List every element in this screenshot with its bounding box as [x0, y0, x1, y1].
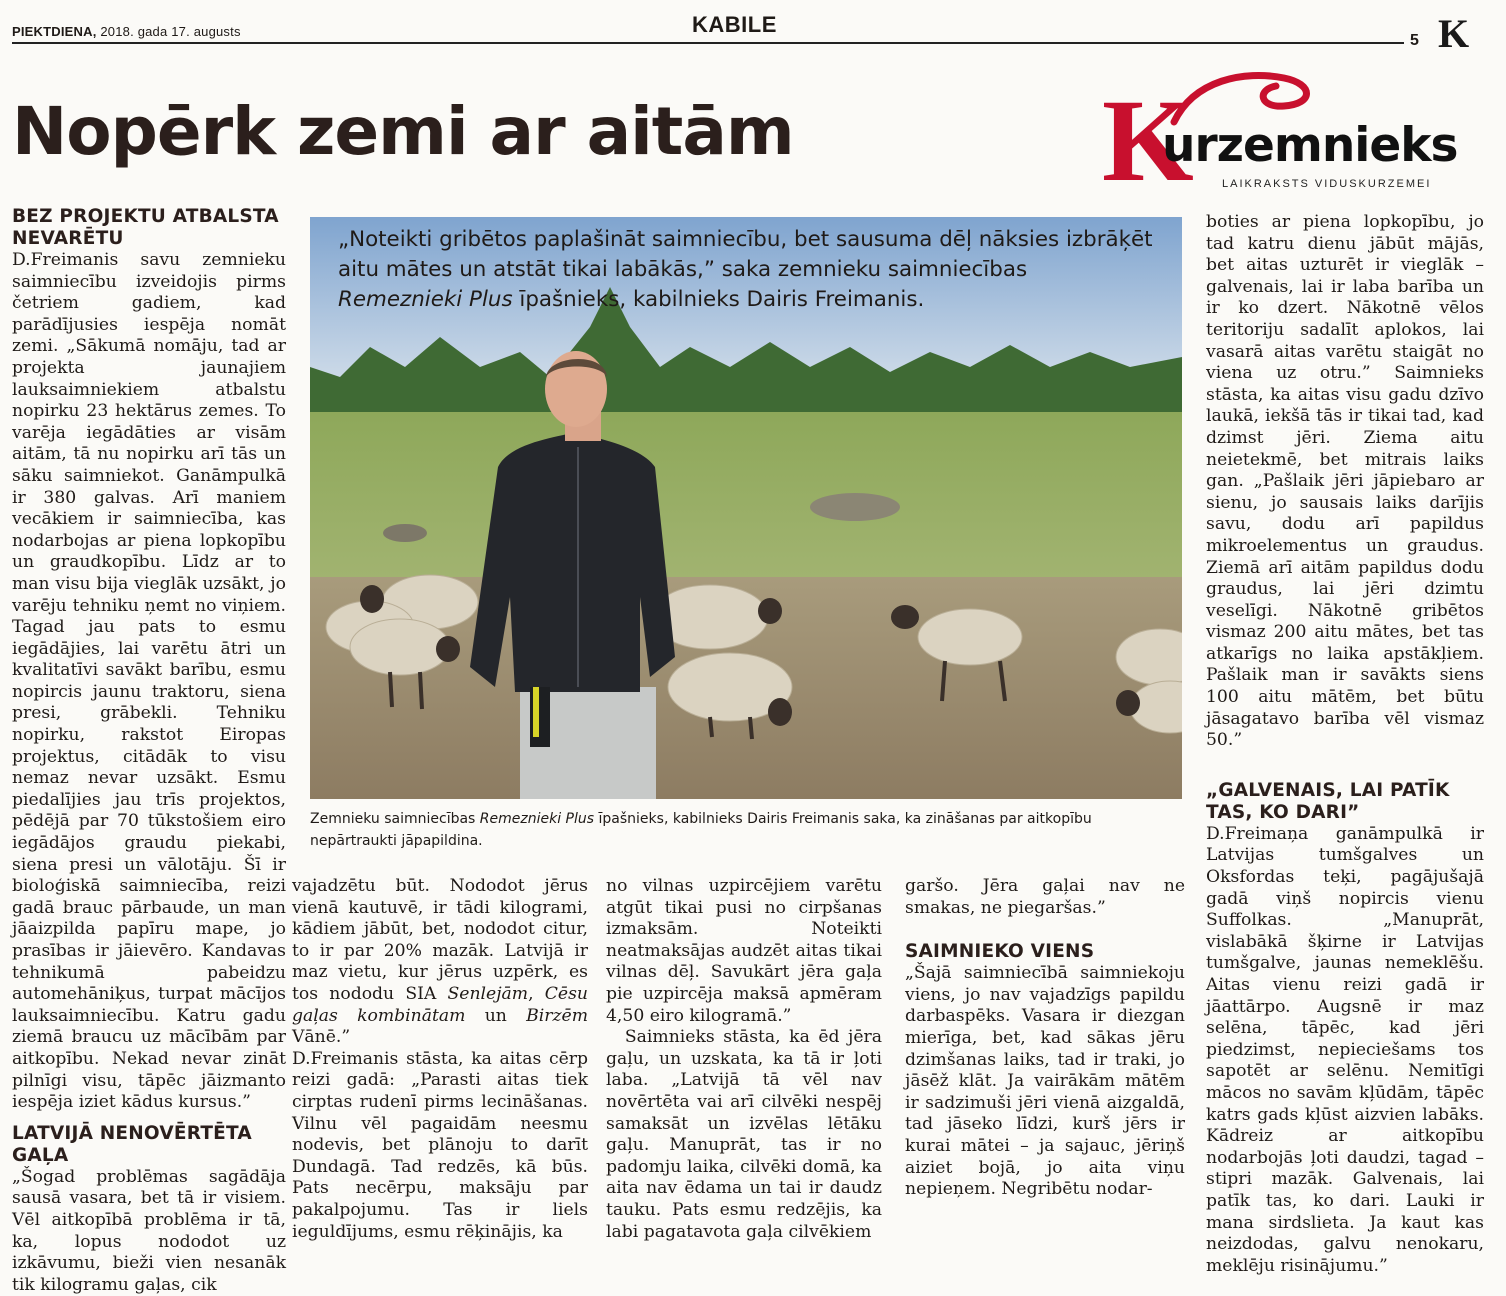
- pull-quote-farm-name: Remeznieki Plus: [338, 287, 513, 312]
- paragraph-6: Saimnieks stāsta, ka ēd jēra gaļu, un uzskata, ka tā ir ļoti laba. „Latvijā tā vēl nav novērtēta vai arī cilvēki nespēj samaksāt un izvēlas lētāku gaļu. Manuprāt, tas ir no padomju laika, cilvēki domā, ka aita nav ēdama un tai ir daudz tauku. Pats esmu redzējis, ka labi pagatavota gaļa cilvēkiem: [606, 1027, 882, 1242]
- caption-part-1: Zemnieku saimniecības: [310, 811, 480, 827]
- pull-quote: [338, 225, 1158, 315]
- paragraph-3-name-1: Senlejām: [447, 983, 529, 1004]
- article-column-3: [606, 876, 882, 1243]
- section-title: KABILE: [692, 12, 777, 37]
- issue-date: [12, 24, 241, 39]
- paragraph-3-end: Vānē.”: [292, 1027, 351, 1048]
- paragraph-4: D.Freimanis stāsta, ka aitas cērp reizi gadā: „Parasti aitas tiek cirptas rudenī pirms lecināšanas. Vilnu vēl pagaidām neesmu nodevis, bet plānoju to darīt Dundagā. Tad redzēs, kā būs. Pats necērpu, maksāju par pakalpojumu. Tas ir liels ieguldījums, esmu rēķinājis, ka: [292, 1048, 588, 1242]
- article-column-1: [12, 206, 286, 1296]
- issue-weekday: PIEKTDIENA,: [12, 24, 97, 39]
- logo-tagline: LAIKRAKSTS VIDUSKURZEMEI: [1222, 178, 1432, 190]
- paragraph-5: no vilnas uzpircējiem varētu atgūt tikai pusi no cirpšanas izmaksām. Noteikti neatmaksājas audzēt aitas tikai vilnas dēļ. Savukārt jēra gaļa pie uzpircēja maksā apmēram 4,50 eiro kilogramā.”: [606, 876, 882, 1026]
- paragraph-3-sep-2: un: [465, 1005, 527, 1026]
- photo-caption: [310, 808, 1170, 852]
- pull-quote-part-1: „Noteikti gribētos paplašināt saimniecību, bet sausuma dēļ nāksies izbrāķēt aitu mātes un atstāt tikai labākās,” saka zemnieku saimniecības: [338, 227, 1153, 282]
- issue-date-rest: 2018. gada 17. augusts: [96, 24, 241, 39]
- paragraph-9: boties ar piena lopkopību, jo tad katru dienu jābūt mājās, bet aitas uzturēt ir vieglāk – galvenais, lai ir laba barība un ir ko dzert. Nākotnē vēlos teritoriju sadalīt aplokos, lai vasarā aitas varētu staigāt no viena uz otru.” Saimnieks stāsta, ka aitas visu gadu dzīvo laukā, iekšā tās ir tikai tad, kad dzimst jēri. Ziema aitu neietekmē, bet mitrais laiks gan. „Pašlaik jēri jāpiebaro ar sienu, jo sausais laiks darījis savu, dodu arī papildus mikroelementus un graudus. Ziemā arī aitām papildus dodu graudus, lai jēri dzimtu veselīgi. Nākotnē gribētos vismaz 200 aitu mātes, bet tas atkarīgs no laika apstākļiem. Pašlaik man ir savākts siens 100 aitu mātēm, bet būtu jāsagatavo barība vēl vismaz 50.”: [1206, 212, 1484, 751]
- subhead-1: BEZ PROJEKTU ATBALSTA NEVARĒTU: [12, 206, 279, 249]
- subhead-3: SAIMNIEKO VIENS: [905, 941, 1095, 963]
- paragraph-1: D.Freimanis savu zemnieku saimniecību izveidojis pirms četriem gadiem, kad parādījusies iespēja nomāt zemi. „Sākumā nomāju, tad ar projekta jaunajiem lauksaimniekiem atbalstu nopirku 23 hektārus zemes. To varēja iegādāties ar visām aitām, tā nu nopirku arī tās un sāku saimniekot. Ganāmpulkā ir 380 galvas. Arī maniem vecākiem ir saimniecība, kas nodarbojas ar piena lopkopību un graudkopību. Līdz ar to man visu bija vieglāk uzsākt, jo varēju tehniku ņemt no viņiem. Tagad jau pats to esmu iegādājies, lai varētu ātri un kvalitatīvi savākt barību, esmu nopircis jaunu traktoru, siena presi, grābekli. Tehniku nopirku, rakstot Eiropas projektus, citādāk to visu nemaz nevar uzsākt. Esmu piedalījies jau trīs projektos, pēdējā par 70 tūkstošiem eiro iegādājos graudu piekabi, siena presi un vālotāju. Šī ir bioloģiskā saimniecība, reizi gadā brauc pārbaude, un man jāaizpilda papīru mape, jo prasības ir jāievēro. Kandavas tehnikumā pabeidzu automehāniķus, turpat mācījos lauksaimniecību. Katru gadu ziemā braucu uz mācībām par aitkopību. Nekad nevar zināt pilnīgi visu, tāpēc jāizmanto iespēja iziet kādus kursus.”: [12, 250, 286, 1113]
- paragraph-7: garšo. Jēra gaļai nav ne smakas, ne piegaršas.”: [905, 876, 1185, 918]
- header-logo: K: [1438, 11, 1470, 56]
- paragraph-3-name-3: Birzēm: [526, 1005, 588, 1026]
- paragraph-10: D.Freimaņa ganāmpulkā ir Latvijas tumšgalves un Oksfordas teķi, pagājušajā gadā viņš nopircis vienu Suffolkas. „Manuprāt, vislabākā šķirne ir Latvijas tumšgalve, jaunas nemeklēšu. Aitas vienu reizi gadā ir jāattārpo. Augsnē ir maz selēna, tāpēc, kad jēri piedzimst, nepieciešams tos sapotēt ar selēnu. Nemitīgi mācos no savām kļūdām, tāpēc katrs gads kļūst aizvien labāks. Kādreiz ar aitkopību nodarbojās ļoti daudzi, tagad – stipri mazāk. Galvenais, lai patīk tas, ko dari. Lauki ir mana sirdslieta. Ja kaut kas neizdodas, galvu nenokaru, meklēju risinājumu.”: [1206, 823, 1484, 1276]
- paragraph-8: „Šajā saimniecībā saimniekoju viens, jo nav vajadzīgs papildu darbaspēks. Vasara ir diezgan mierīga, bet, kad sākas jēru dzimšanas laiks, tad ir traki, jo jāsēž klāt. Ja vairākām mātēm ir sadzimuši jēri vienā aizgaldā, tad jāseko līdzi, kurš jērs ir kurai mātei – ja sajauc, jēriņš aiziet bojā, jo aita viņu nepieņem. Negribētu nodar-: [905, 963, 1185, 1200]
- pull-quote-part-2: īpašnieks, kabilnieks Dairis Freimanis.: [512, 287, 925, 312]
- paragraph-3-sep-1: ,: [528, 983, 545, 1004]
- article-column-5: [1206, 212, 1484, 1277]
- paragraph-3-text: vajadzētu būt. Nododot jērus vienā kautuvē, ir tādi kilogrami, kādiem jābūt, bet, nododot citur, to ir par 20% mazāk. Latvijā ir maz vietu, kur jērus uzpērk, es tos nododu SIA: [292, 876, 588, 1004]
- paragraph-2: „Šogad problēmas sagādāja sausā vasara, bet tā ir visiem. Vēl aitkopībā problēma ir tā, ka, lopus nododot uz izkāvumu, bieži vien nesanāk tik kilogramu gaļas, cik: [12, 1166, 286, 1295]
- logo-name: urzemnieks: [1162, 118, 1458, 173]
- logo-mark: K: [1102, 75, 1194, 206]
- article-column-2: [292, 876, 588, 1243]
- article-column-4: [905, 876, 1185, 1201]
- newspaper-logo: [1100, 70, 1480, 210]
- paragraph-3: [292, 876, 588, 1049]
- subhead-2: LATVIJĀ NENOVĒRTĒTA GAĻA: [12, 1122, 252, 1166]
- headline: Nopērk zemi ar aitām: [12, 93, 794, 170]
- page-number: 5: [1410, 32, 1419, 49]
- caption-part-2: īpašnieks, kabilnieks Dairis Freimanis saka, ka zināšanas par aitkopību nepārtraukti jāpapildina.: [310, 811, 1092, 849]
- paragraph-3-name-2: Cēsu gaļas kombinātam: [292, 983, 588, 1026]
- header-rule: [12, 42, 1404, 44]
- subhead-4: „GALVENAIS, LAI PATĪK TAS, KO DARI”: [1206, 779, 1450, 823]
- caption-farm-name: Remeznieki Plus: [479, 811, 595, 827]
